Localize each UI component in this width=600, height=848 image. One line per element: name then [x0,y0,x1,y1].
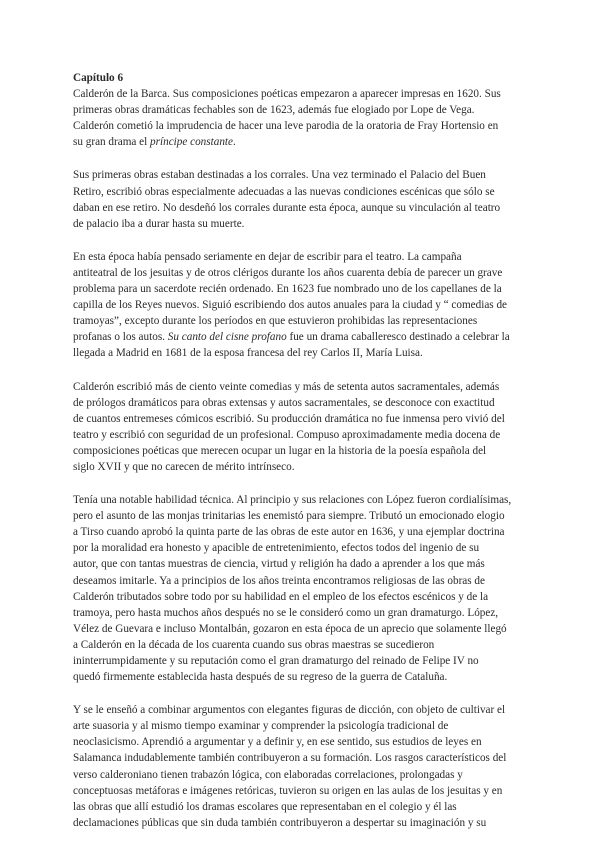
paragraph-2 [73,167,531,231]
text-line: arte suasoria y al mismo tiempo examinar y comprender la psicología tradicional de [73,720,449,733]
text-line [73,329,531,345]
paragraph-1 [73,86,531,150]
text-segment: . [233,136,236,149]
text-line: de cuantos entremeses cómicos escribió. Su producción dramática no fue inmensa pero vivió del [73,412,505,425]
text-line: Salamanca indudablemente también contribuyeron a su formación. Los rasgos característicos del [73,752,507,765]
text-line [73,134,531,150]
text-line: teatro y escribió con seguridad de un profesional. Compuso aproximadamente media docena de [73,428,501,441]
text-line: Sus primeras obras estaban destinadas a los corrales. Una vez terminado el Palacio del Buen [73,169,486,182]
chapter-title: Capítulo 6 [73,72,124,84]
italic-title: Su canto del cisne profano [167,331,287,344]
text-line: tramoya, pero hasta muchos años después no se le consideró como un gran dramaturgo. López, [73,606,499,619]
text-line: Y se le enseñó a combinar argumentos con elegantes figuras de dicción, con objeto de cultivar el [73,704,506,717]
text-line: Calderón tributados sobre todo por su habilidad en el empleo de los efectos escénicos y de la [73,590,489,603]
text-line: pero el asunto de las monjas trinitarias les enemistó para siempre. Tributó un emocionado elogio [73,510,505,523]
text-line: Calderón cometió la imprudencia de hacer una leve parodia de la oratoria de Fray Hortensio en [73,120,499,133]
text-line: Tenía una notable habilidad técnica. Al principio y sus relaciones con López fueron cordialísimas, [73,494,512,507]
body-text [73,86,531,831]
text-segment: su gran drama el [73,136,151,149]
text-line: Calderón escribió más de ciento veinte comedias y más de setenta autos sacramentales, además [73,380,500,393]
text-line: composiciones poéticas que merecen ocupar un lugar en la historia de la poesía española del [73,444,487,457]
text-line: llegada a Madrid en 1681 de la esposa francesa del rey Carlos II, María Luisa. [73,347,423,360]
text-line: primeras obras dramáticas fechables son de 1623, además fue elogiado por Lope de Vega. [73,104,475,117]
text-line: autor, que con tantas muestras de ciencia, virtud y religión ha dado a aprender a los que más [73,558,485,571]
paragraph-5 [73,492,531,685]
text-line: declamaciones públicas que sin duda también contribuyeron a despertar su imaginación y su [73,816,487,829]
text-line: conceptuosas metáforas e imágenes retóricas, tuvieron su origen en las aulas de los jesuitas y en [73,784,503,797]
text-line: antiteatral de los jesuitas y de otros clérigos durante los años cuarenta debía de parecer un grave [73,266,503,279]
text-line: En esta época había pensado seriamente en dejar de escribir para el teatro. La campaña [73,250,462,263]
text-line: de prólogos dramáticos para obras extensas y autos sacramentales, se desconoce con exactitud [73,396,495,409]
text-line: verso calderoniano tienen trabazón lógica, con elaboradas correlaciones, prolongadas y [73,768,463,781]
text-segment: profanas o los autos. [73,331,168,344]
text-line: ininterrumpidamente y su reputación como el gran dramaturgo del reinado de Felipe IV no [73,655,479,667]
paragraph-6 [73,702,531,831]
text-line: siglo XVII y que no carecen de mérito intrínseco. [73,460,295,473]
text-line: por la moralidad era honesto y apacible de entretenimiento, efectos todos del ingenio de su [73,542,480,555]
text-line: tramoyas”, excepto durante los períodos en que estuvieron prohibidas las representaciones [73,315,478,328]
text-line: daban en ese retiro. No desdeñó los corrales durante esta época, aunque su vinculación al teatro [73,201,501,214]
text-line: a Calderón en la década de los cuarenta cuando sus obras maestras se sucedieron [73,638,435,651]
italic-title: príncipe constante [150,136,234,149]
text-line: neoclasicismo. Aprendió a argumentar y a definir y, en ese sentido, sus estudios de leyes en [73,736,482,749]
paragraph-4 [73,379,531,476]
text-line: Vélez de Guevara e incluso Montalbán, gozaron en esta época de un aprecio que solamente llegó [73,622,507,635]
text-line: a Tirso cuando aprobó la quinta parte de las obras de este autor en 1636, y una ejemplar doctrina [73,526,505,539]
text-line: Retiro, escribió obras especialmente adecuadas a las nuevas condiciones escénicas que sólo se [73,185,495,198]
text-line: de palacio iba a durar hasta su muerte. [73,217,245,230]
text-line: deseamos imitarle. Ya a principios de los años treinta encontramos religiosas de las obras de [73,574,485,587]
paragraph-3 [73,249,531,362]
text-segment: fue un drama caballeresco destinado a celebrar la [286,331,510,344]
text-line: quedó firmemente establecida hasta después de su regreso de la guerra de Cataluña. [73,671,448,684]
document-page [73,70,531,848]
text-line: las obras que allí estudió los dramas escolares que representaban en el colegio y él las [73,800,457,813]
text-line: problema para un sacerdote recién ordenado. En 1623 fue nombrado uno de los capellanes de la [73,283,502,296]
text-line: capilla de los Reyes nuevos. Siguió escribiendo dos autos anuales para la ciudad y “ comedias de [73,299,508,312]
text-line: Calderón de la Barca. Sus composiciones poéticas empezaron a aparecer impresas en 1620. Sus [73,88,501,101]
